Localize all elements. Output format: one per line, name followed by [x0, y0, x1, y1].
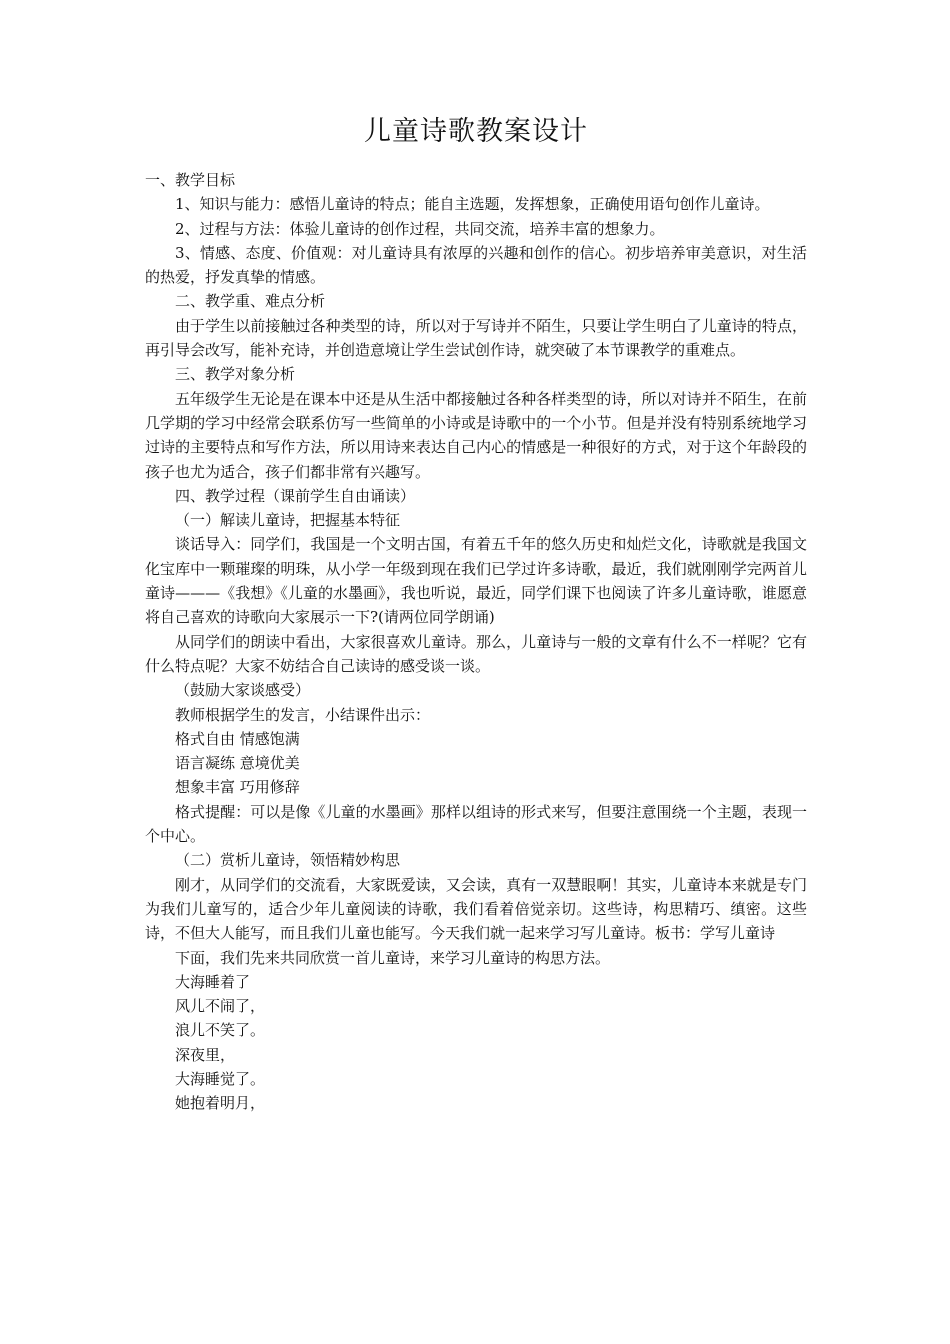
paragraph: 三、教学对象分析	[175, 365, 296, 384]
paragraph: 格式自由 情感饱满	[175, 729, 300, 748]
paragraph: 1、知识与能力：感悟儿童诗的特点；能自主选题，发挥想象，正确使用语句创作儿童诗。	[175, 195, 770, 214]
paragraph: 她抱着明月，	[175, 1094, 266, 1113]
paragraph: 风儿不闹了，	[175, 997, 266, 1016]
document-title: 儿童诗歌教案设计	[364, 116, 588, 147]
paragraph: 想象丰富 巧用修辞	[175, 778, 300, 797]
paragraph: 二、教学重、难点分析	[175, 292, 326, 311]
paragraph: 刚才，从同学们的交流看，大家既爱读，又会读，真有一双慧眼啊！其实，儿童诗本来就是专门为我们儿童写的，适合少年儿童阅读的诗歌，我们看着倍觉亲切。这些诗，构思精巧、缜密。这些诗，不但大人能写，而且我们儿童也能写。今天我们就一起来学习写儿童诗。板书：学写儿童诗	[145, 875, 807, 943]
paragraph: 下面，我们先来共同欣赏一首儿童诗，来学习儿童诗的构思方法。	[175, 948, 611, 967]
paragraph: （鼓励大家谈感受）	[175, 681, 311, 700]
document-body	[145, 168, 807, 1116]
paragraph: （一）解读儿童诗，把握基本特征	[175, 511, 401, 530]
paragraph: 格式提醒：可以是像《儿童的水墨画》那样以组诗的形式来写，但要注意围绕一个主题，表现一个中心。	[145, 802, 807, 846]
paragraph: 谈话导入：同学们，我国是一个文明古国，有着五千年的悠久历史和灿烂文化，诗歌就是我国文化宝库中一颗璀璨的明珠，从小学一年级到现在我们已学过许多诗歌，最近，我们就刚刚学完两首儿童诗———《我想》《儿童的水墨画》，我也听说，最近，同学们课下也阅读了许多儿童诗歌，谁愿意将自己喜欢的诗歌向大家展示一下?(请两位同学朗诵)	[145, 535, 807, 627]
paragraph: 四、教学过程（课前学生自由诵读）	[175, 486, 416, 505]
paragraph: 2、过程与方法：体验儿童诗的创作过程，共同交流，培养丰富的想象力。	[175, 219, 665, 238]
paragraph: （二）赏析儿童诗，领悟精妙构思	[175, 851, 401, 870]
paragraph: 由于学生以前接触过各种类型的诗，所以对于写诗并不陌生，只要让学生明白了儿童诗的特点，再引导会改写，能补充诗，并创造意境让学生尝试创作诗，就突破了本节课教学的重难点。	[145, 316, 807, 360]
paragraph: 大海睡着了	[175, 972, 251, 991]
document-page	[145, 112, 807, 1116]
paragraph: 从同学们的朗读中看出，大家很喜欢儿童诗。那么，儿童诗与一般的文章有什么不一样呢？它有什么特点呢？大家不妨结合自己读诗的感受谈一谈。	[145, 632, 807, 675]
paragraph: 浪儿不笑了。	[175, 1021, 266, 1040]
paragraph: 3、情感、态度、价值观：对儿童诗具有浓厚的兴趣和创作的信心。初步培养审美意识，对生活的热爱，抒发真挚的情感。	[145, 243, 807, 287]
paragraph: 语言凝练 意境优美	[175, 754, 300, 773]
paragraph: 深夜里，	[175, 1045, 236, 1064]
paragraph: 教师根据学生的发言，小结课件出示：	[175, 705, 431, 724]
paragraph: 大海睡觉了。	[175, 1069, 266, 1088]
paragraph: 五年级学生无论是在课本中还是从生活中都接触过各种各样类型的诗，所以对诗并不陌生，在前几学期的学习中经常会联系仿写一些简单的小诗或是诗歌中的一个小节。但是并没有特别系统地学习过诗的主要特点和写作方法，所以用诗来表达自己内心的情感是一种很好的方式，对于这个年龄段的孩子也尤为适合，孩子们都非常有兴趣写。	[145, 389, 807, 481]
paragraph: 一、教学目标	[145, 171, 236, 189]
